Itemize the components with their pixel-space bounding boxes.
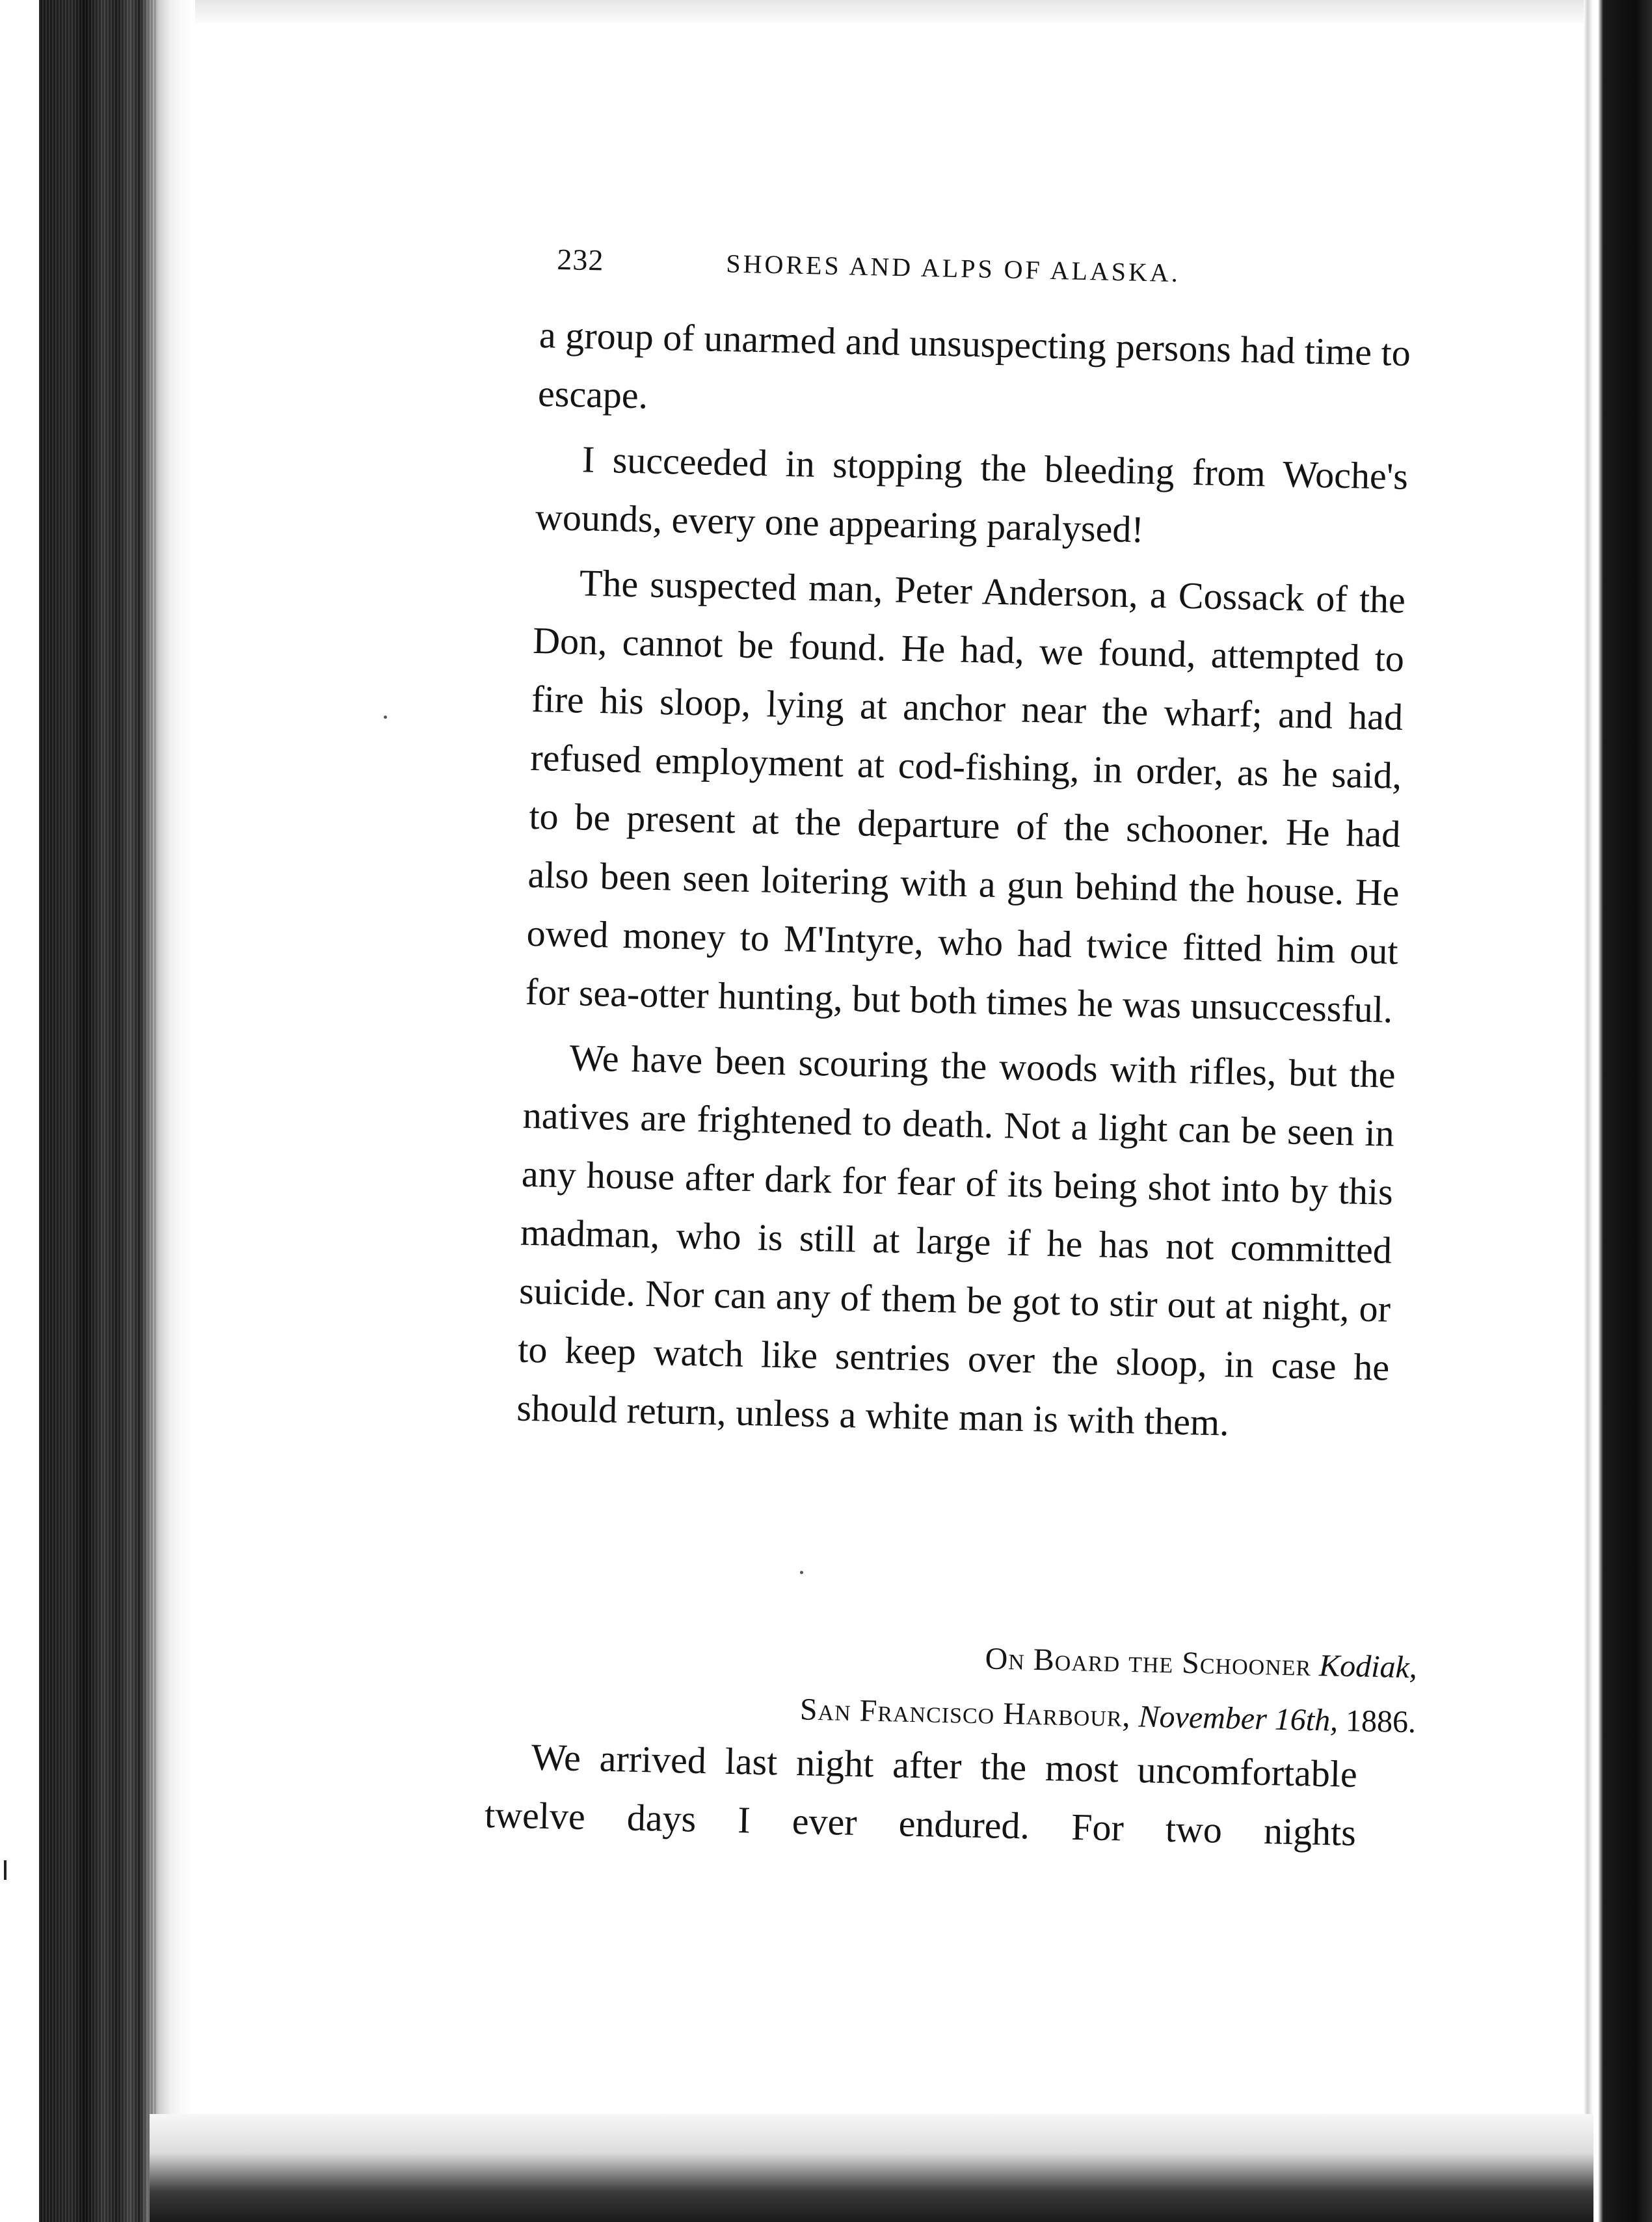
dateline-location: On Board the Schooner <box>985 1641 1312 1683</box>
dateline-harbour: San Francisco Harbour, <box>799 1692 1132 1734</box>
paragraph: a group of unarmed and unsuspecting persons had time to escape. <box>537 313 1411 417</box>
page-bottom-edges <box>150 2114 1593 2222</box>
paragraph: We have been scouring the woods with rifles, but the natives are frightened to death. Not a light can be seen in any house after dark for fear of its being shot into by this madman, who is still at large if he has not committed suicide. Nor can any of them be got to stir out at night, or to keep watch like sentries over the sloop, in case he should return, unless a white man is with them. <box>516 1036 1396 1444</box>
closing-text <box>484 1727 1357 1862</box>
facing-page-edge <box>1584 0 1652 2222</box>
page-number: 232 <box>556 242 604 277</box>
paper-speck <box>384 716 387 719</box>
book-page-edges <box>0 0 195 2222</box>
paragraph: I succeeded in stopping the bleeding from Woche's wounds, every one appearing paralysed! <box>535 438 1409 551</box>
paper-speck <box>800 1571 803 1574</box>
paragraph: The suspected man, Peter Anderson, a Cossack of the Don, cannot be found. He had, we found, attempted to fire his sloop, lying at anchor near the wharf; and had refused employment at cod-fishing, in order, as he said, to be present at the departure of the schooner. He had also been seen loitering with a gun behind the house. He owed money to M'Intyre, who had twice fitted him out for sea-otter hunting, but both times he was unsuccessful. <box>525 561 1406 1031</box>
paragraph: We arrived last night after the most uncomfortable twelve days I ever endured. For two nights <box>484 1735 1358 1854</box>
dateline-date: November 16th, <box>1138 1699 1339 1738</box>
dateline-year: 1886. <box>1345 1704 1417 1740</box>
body-text <box>516 306 1411 1456</box>
book-title-header: SHORES AND ALPS OF ALASKA. <box>725 248 1181 288</box>
ship-name: Kodiak, <box>1318 1648 1418 1685</box>
page-top-shadow <box>195 0 1593 26</box>
margin-mark <box>4 1860 7 1880</box>
letter-dateline <box>661 1625 1417 1750</box>
